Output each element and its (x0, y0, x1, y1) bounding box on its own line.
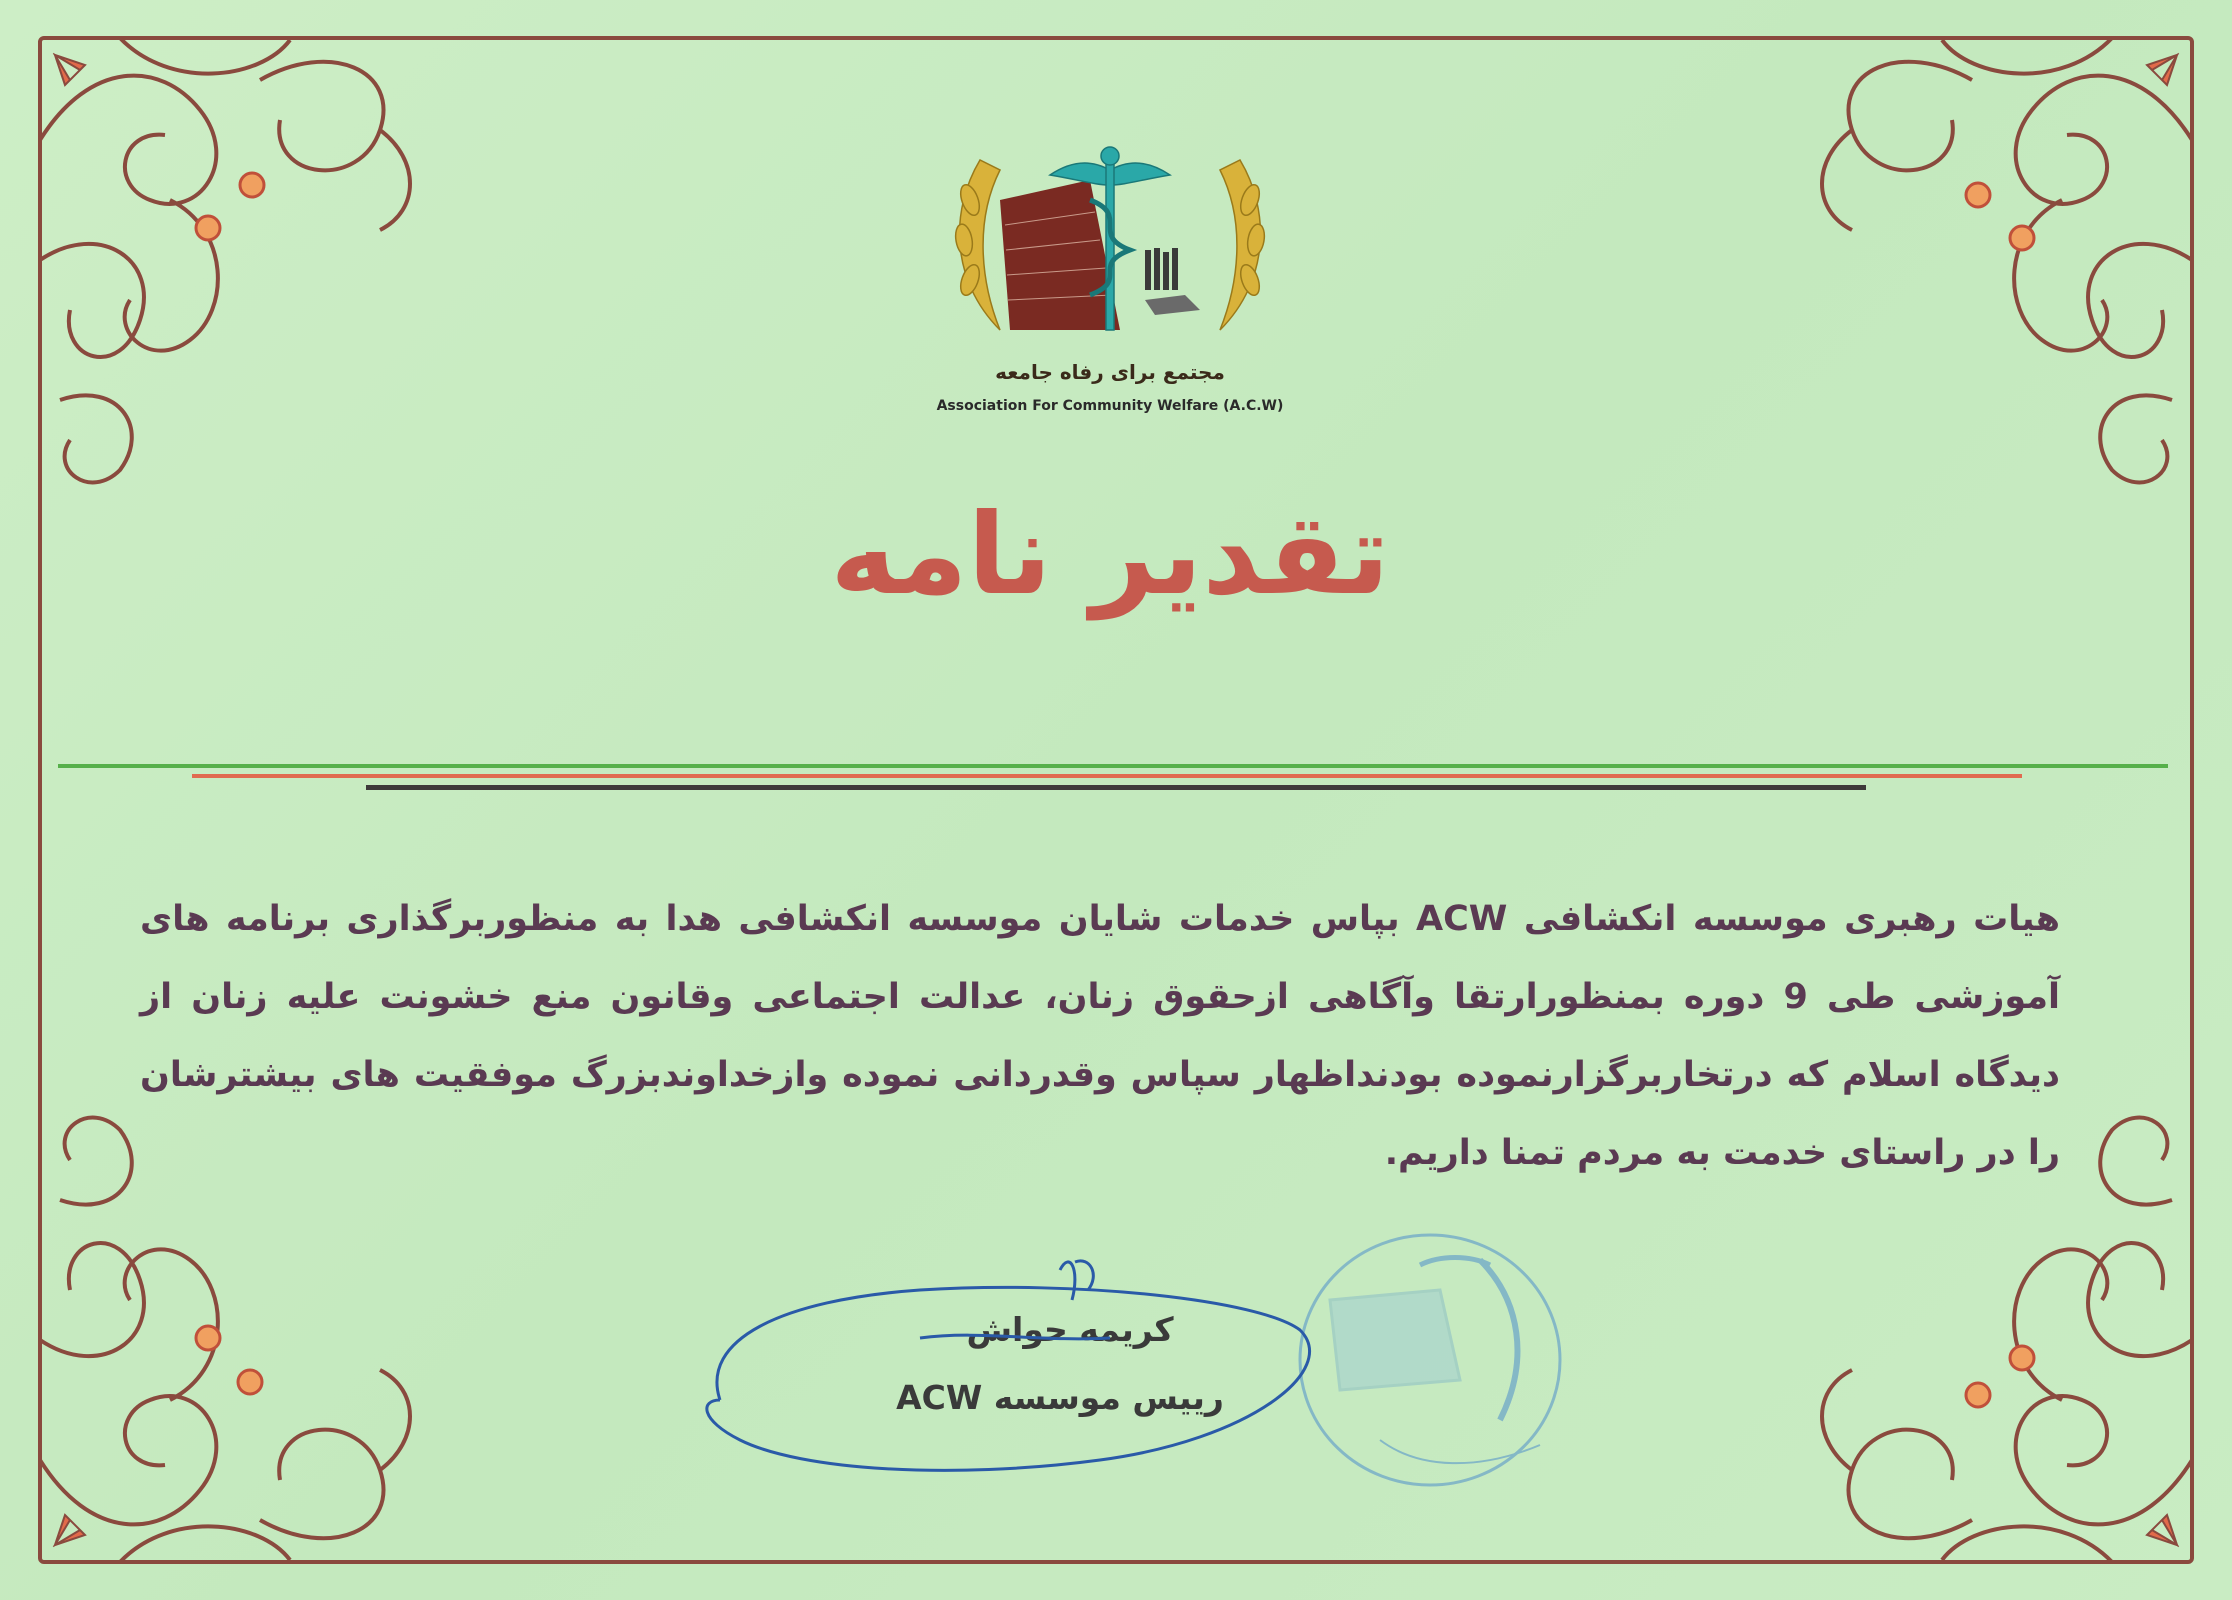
certificate-title: تقدیر نامه (830, 490, 1390, 620)
divider-red (192, 774, 2022, 778)
caduceus-wheat-wreath-logo-icon (940, 130, 1280, 360)
certificate-body: هیات رهبری موسسه انکشافی ACW بپاس خدمات شایان موسسه انکشافی هدا به منظوربرگذاری برنامه های آموزشی طی 9 دوره بمنظورارتقا وآگاهی ازحقوق زنان، عدالت اجتماعی وقانون منع خشونت علیه زنان از دیدگاه اسلام که درتخاربرگزارنموده بودنداظهار سپاس وقدردانی نموده وازخداوندبزرگ موفقیت های بیشترشان را در راستای خدمت به مردم تمنا داریم. (140, 899, 2061, 1173)
organization-name-persian: مجتمع برای رفاه جامعه (995, 360, 1225, 384)
signatory-role: رییس موسسه ACW (896, 1378, 1224, 1417)
organization-name-english: Association For Community Welfare (A.C.W) (936, 398, 1284, 414)
divider-dark (366, 785, 1866, 790)
divider-green (58, 764, 2168, 768)
signatory-name: کریمه حواش (966, 1310, 1174, 1349)
